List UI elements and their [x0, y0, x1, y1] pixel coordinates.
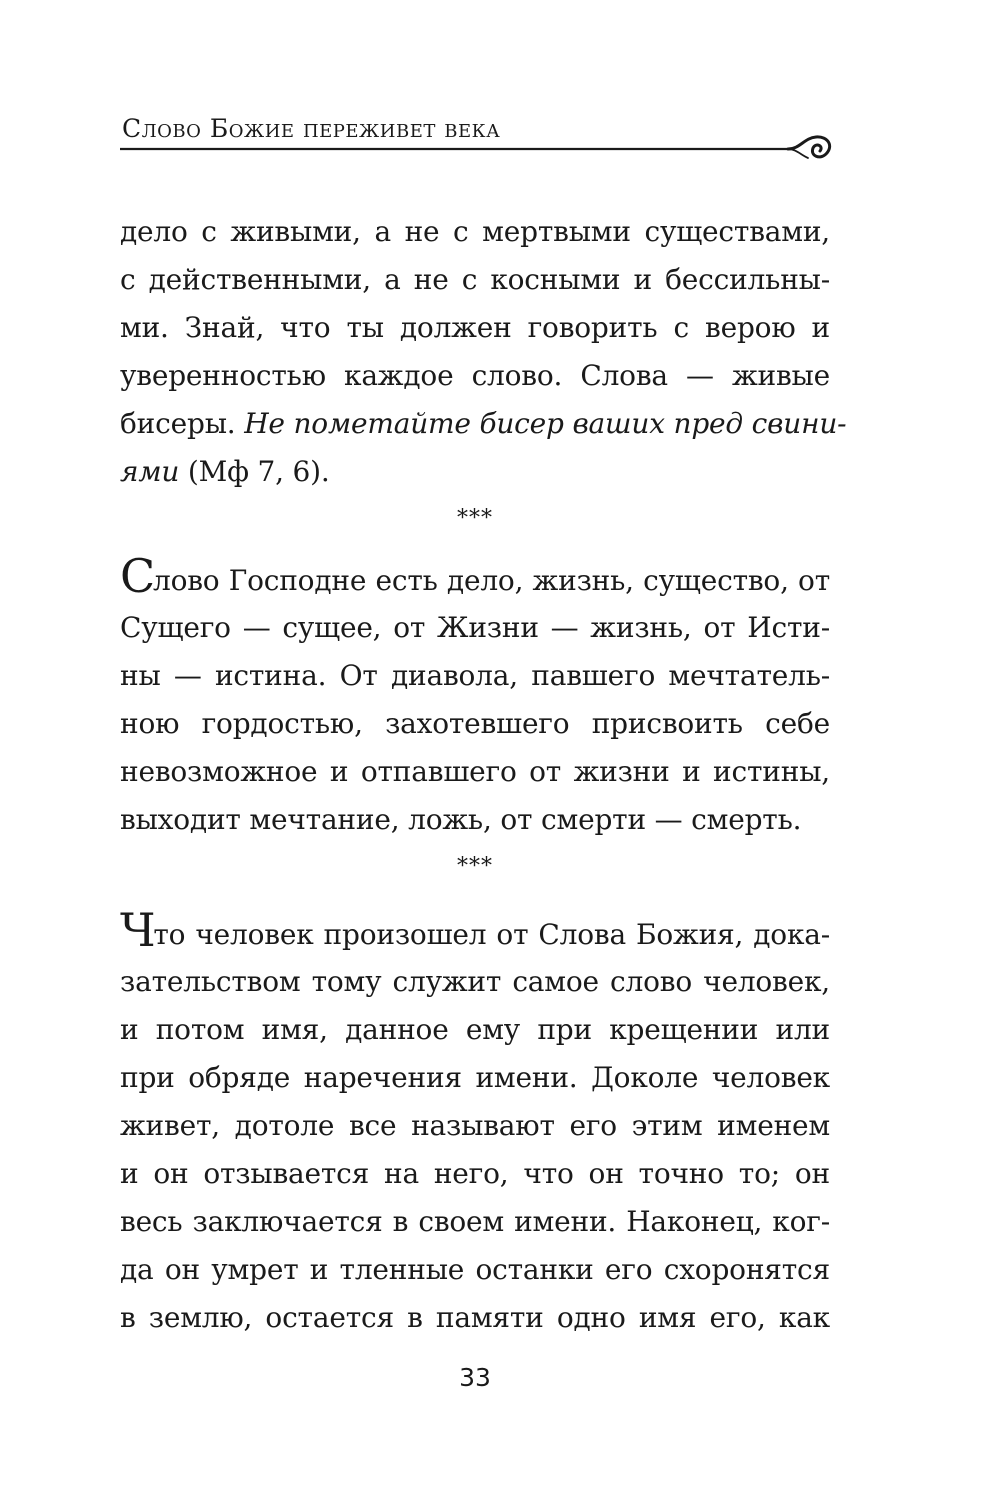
text-line: Сущего — сущее, от Жизни — жизнь, от Исти-: [120, 611, 830, 644]
drop-cap: Ч: [120, 903, 156, 957]
text-line: ны — истина. От диавола, павшего мечтатель-: [120, 659, 830, 692]
running-header: [120, 104, 840, 164]
text-line: [120, 448, 830, 496]
scripture-reference: (Мф 7, 6).: [179, 455, 330, 488]
section-separator: ***: [457, 854, 493, 879]
text-line: и потом имя, данное ему при крещении или: [120, 1013, 830, 1046]
scripture-quote: ями: [120, 455, 180, 488]
text-line: [120, 400, 847, 448]
page-number: 33: [459, 1363, 491, 1392]
text-segment: лово Господне есть дело, жизнь, существо, от: [153, 564, 830, 597]
text-line: уверенностью каждое слово. Слова — живые: [120, 359, 830, 392]
running-title: Слово Божие переживет века: [122, 114, 501, 143]
text-line: ми. Знай, что ты должен говорить с верою и: [120, 311, 830, 344]
text-line: зательством тому служит самое слово человек,: [120, 965, 830, 998]
header-rule: [120, 124, 840, 164]
text-line: выходит мечтание, ложь, от смерти — смерть.: [120, 803, 802, 836]
scripture-quote: Не пометайте бисер ваших пред свини-: [244, 407, 847, 440]
text-segment: то человек произошел от Слова Божия, дока-: [153, 918, 830, 951]
paragraph-1: [120, 208, 847, 496]
text-line: при обряде наречения имени. Доколе человек: [120, 1061, 830, 1094]
text-line: [120, 903, 830, 958]
drop-cap: С: [120, 549, 155, 603]
paragraph-3: [120, 903, 830, 1342]
text-line: живет, дотоле все называют его этим именем: [120, 1109, 830, 1142]
section-separator: ***: [457, 506, 493, 531]
text-line: и он отзывается на него, что он точно то; он: [120, 1157, 830, 1190]
scroll-flourish-icon: [788, 137, 830, 158]
text-line: да он умрет и тленные останки его схоронятся: [120, 1253, 830, 1286]
text-line: с действенными, а не с косными и бессильны-: [120, 263, 830, 296]
paragraph-2: [120, 549, 830, 844]
text-line: дело с живыми, а не с мертвыми существами,: [120, 215, 830, 248]
text-line: [120, 549, 830, 604]
text-line: в землю, остается в памяти одно имя его, как: [120, 1301, 830, 1334]
text-line: невозможное и отпавшего от жизни и истины,: [120, 755, 830, 788]
text-line: ною гордостью, захотевшего присвоить себе: [120, 707, 830, 740]
text-line: весь заключается в своем имени. Наконец, ког-: [120, 1205, 830, 1238]
text-segment: бисеры.: [120, 407, 245, 440]
